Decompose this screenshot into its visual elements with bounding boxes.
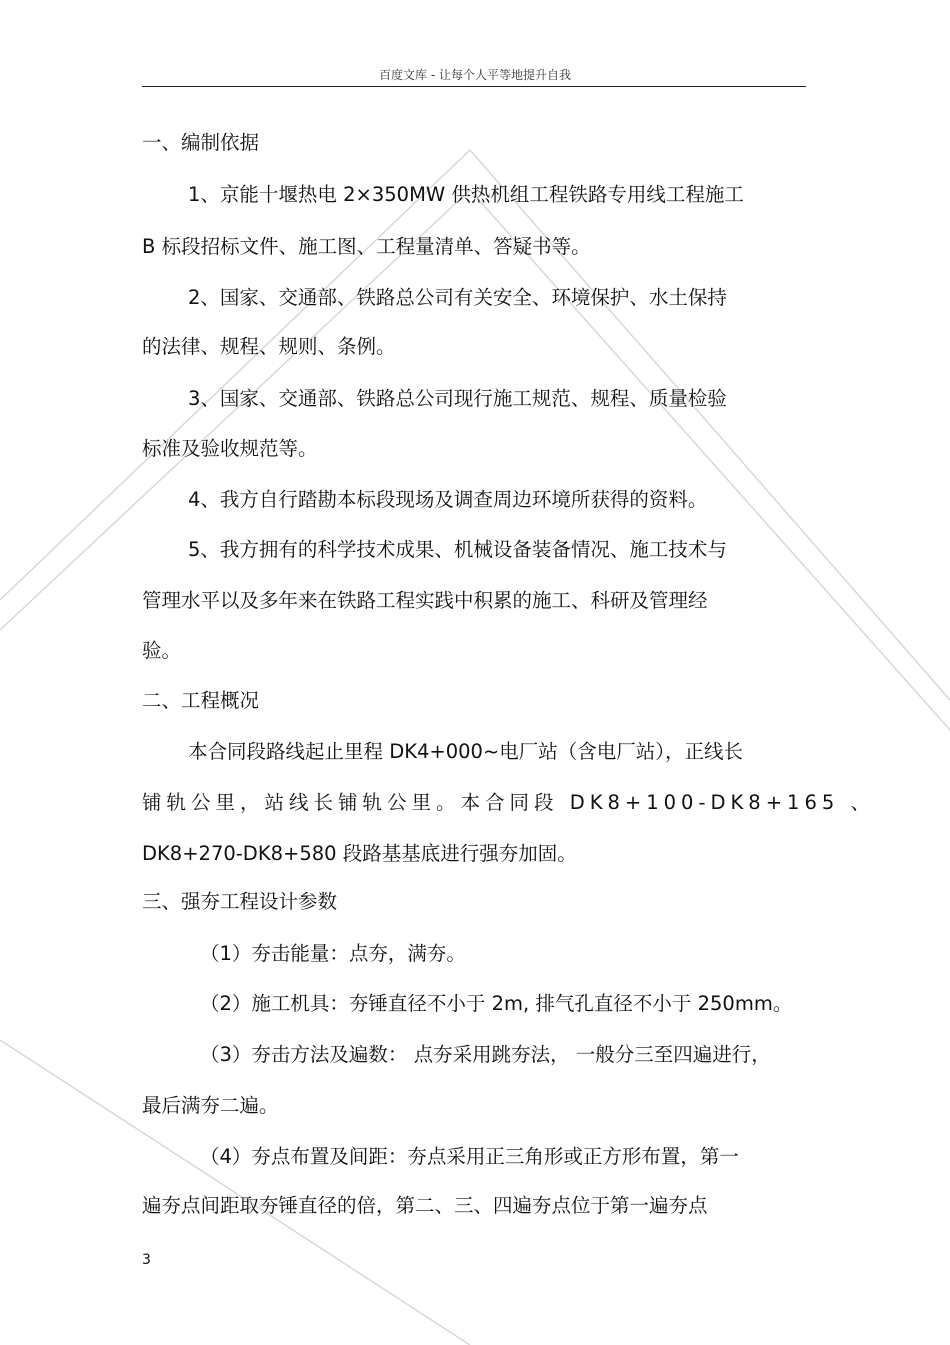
paragraph-line: 的法律、规程、规则、条例。 bbox=[142, 335, 396, 358]
paragraph-line: 3、国家、交通部、铁路总公司现行施工规范、规程、质量检验 bbox=[188, 387, 727, 410]
paragraph-line: 铺轨公里，站线长铺轨公里。本合同段 DK8+100-DK8+165 、 bbox=[142, 791, 875, 814]
paragraph-line: （3）夯击方法及遍数： 点夯采用跳夯法， 一般分三至四遍进行， bbox=[200, 1043, 771, 1066]
header-rule bbox=[142, 86, 806, 87]
page-number: 3 bbox=[142, 1252, 151, 1268]
paragraph-line: 5、我方拥有的科学技术成果、机械设备装备情况、施工技术与 bbox=[188, 538, 727, 561]
section-heading-overview: 二、工程概况 bbox=[142, 689, 260, 712]
paragraph-line: 1、京能十堰热电 2×350MW 供热机组工程铁路专用线工程施工 bbox=[188, 183, 744, 206]
paragraph-line: B 标段招标文件、施工图、工程量清单、答疑书等。 bbox=[142, 235, 591, 258]
section-heading-parameters: 三、强夯工程设计参数 bbox=[142, 890, 338, 913]
paragraph-line: 标准及验收规范等。 bbox=[142, 437, 318, 460]
paragraph-line: （4）夯点布置及间距：夯点采用正三角形或正方形布置，第一 bbox=[200, 1145, 739, 1168]
paragraph-line: （2）施工机具：夯锤直径不小于 2m, 排气孔直径不小于 250mm。 bbox=[200, 992, 793, 1015]
paragraph-line: 管理水平以及多年来在铁路工程实践中积累的施工、科研及管理经 bbox=[142, 589, 708, 612]
paragraph-line: 最后满夯二遍。 bbox=[142, 1094, 279, 1117]
page-header: 百度文库 - 让每个人平等地提升自我 bbox=[379, 68, 571, 82]
paragraph-line: 遍夯点间距取夯锤直径的倍，第二、三、四遍夯点位于第一遍夯点 bbox=[142, 1194, 708, 1217]
paragraph-line: 验。 bbox=[142, 639, 182, 662]
paragraph-line: 4、我方自行踏勘本标段现场及调查周边环境所获得的资料。 bbox=[188, 488, 708, 511]
paragraph-line: DK8+270-DK8+580 段路基基底进行强夯加固。 bbox=[142, 842, 577, 865]
paragraph-line: 2、国家、交通部、铁路总公司有关安全、环境保护、水土保持 bbox=[188, 286, 727, 309]
paragraph-line: 本合同段路线起止里程 DK4+000~电厂站（含电厂站），正线长 bbox=[188, 740, 744, 763]
section-heading-basis: 一、编制依据 bbox=[142, 131, 260, 154]
paragraph-line: （1）夯击能量：点夯，满夯。 bbox=[200, 942, 466, 965]
